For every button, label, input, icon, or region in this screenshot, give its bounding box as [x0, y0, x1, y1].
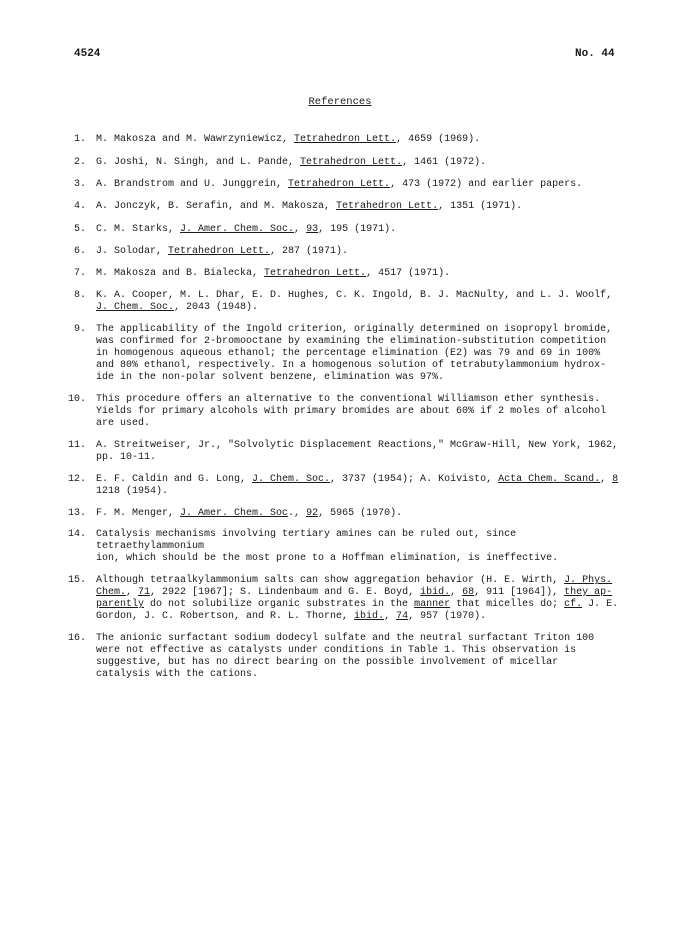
- reference-fragment: G. Joshi, N. Singh, and L. Pande,: [96, 157, 301, 168]
- reference-text: [96, 324, 622, 384]
- reference-number: 4.: [73, 201, 86, 212]
- reference-fragment: E. F. Caldin and G. Long,: [96, 474, 253, 485]
- reference-fragment: , 3737 (1954); A. Koivisto,: [330, 474, 499, 485]
- reference-text: [96, 633, 622, 681]
- reference-fragment: The anionic surfactant sodium dodecyl sulfate and the neutral surfactant Triton 100 were not effective as catalysts under conditions in Table 1. This observation is suggestive, but has no direct bearing on the possible involvement of micellar catalysis with the cations.: [96, 633, 595, 680]
- reference-citation: Tetrahedron Lett.: [300, 157, 403, 168]
- reference-item: [62, 224, 622, 236]
- reference-number: 16.: [67, 633, 86, 644]
- reference-citation: ibid.: [354, 611, 385, 622]
- reference-citation: Tetrahedron Lett.: [264, 268, 367, 279]
- reference-item: [62, 440, 622, 464]
- reference-text: [96, 179, 622, 191]
- reference-number: 2.: [73, 157, 86, 168]
- reference-fragment: C. M. Starks,: [96, 224, 181, 235]
- references-title: References: [308, 96, 372, 108]
- reference-fragment: ,: [126, 587, 139, 598]
- reference-citation: Tetrahedron Lett.: [336, 201, 439, 212]
- reference-fragment: , 957 (1970).: [408, 611, 487, 622]
- reference-number: 6.: [73, 246, 86, 257]
- reference-fragment: A. Jonczyk, B. Serafin, and M. Makosza,: [96, 201, 337, 212]
- reference-item: [62, 324, 622, 384]
- reference-fragment: , 473 (1972) and earlier papers.: [390, 179, 583, 190]
- reference-item: [62, 201, 622, 213]
- reference-text: [96, 290, 622, 314]
- reference-citation: Tetrahedron Lett.: [288, 179, 391, 190]
- reference-number: 7.: [73, 268, 86, 279]
- reference-number: 14.: [67, 529, 86, 540]
- reference-fragment: .,: [288, 508, 307, 519]
- reference-citation: J. Chem. Soc.: [252, 474, 331, 485]
- reference-citation: Tetrahedron Lett.: [168, 246, 271, 257]
- reference-text: [96, 508, 622, 520]
- reference-number: 12.: [67, 474, 86, 485]
- reference-citation: ibid.: [420, 587, 451, 598]
- reference-item: [62, 508, 622, 520]
- reference-number: 9.: [73, 324, 86, 335]
- reference-text: [96, 134, 622, 146]
- reference-fragment: J. E. Gordon, J. C. Robertson, and R. L. Thorne,: [96, 599, 619, 622]
- reference-item: [62, 474, 622, 498]
- reference-citation: they ap- parently: [96, 587, 613, 610]
- reference-fragment: M. Makosza and M. Wawrzyniewicz,: [96, 134, 295, 145]
- references-list: [62, 134, 622, 681]
- reference-fragment: Catalysis mechanisms involving tertiary amines can be ruled out, since tetraethylammonium ion, which should be the most prone to a Hoffman elimination, is ineffective.: [96, 529, 559, 564]
- reference-fragment: , 195 (1971).: [318, 224, 397, 235]
- reference-text: [96, 224, 622, 236]
- reference-fragment: F. M. Menger,: [96, 508, 181, 519]
- reference-fragment: 1218 (1954).: [96, 486, 169, 497]
- reference-fragment: A. Brandstrom and U. Junggrein,: [96, 179, 289, 190]
- reference-fragment: , 4659 (1969).: [396, 134, 481, 145]
- reference-item: [62, 134, 622, 146]
- reference-citation: Tetrahedron Lett.: [294, 134, 397, 145]
- reference-fragment: , 911 [1964]),: [474, 587, 565, 598]
- reference-text: [96, 201, 622, 213]
- reference-fragment: ,: [600, 474, 613, 485]
- reference-citation: J. Chem. Soc.: [96, 302, 175, 313]
- reference-fragment: The applicability of the Ingold criterion, originally determined on isopropyl bromide, was confirmed for 2-bromooctane by examining the elimination-substitution competition in homogenous aqueous ethanol; the percentage elimination (E2) was 79 and 69 in 100% and 80% ethanol, respectively. In a homogenous solution of tetrabutylammonium hydrox- ide in the non-polar solvent benzene, elimination was 97%.: [96, 324, 613, 383]
- reference-number: 13.: [67, 508, 86, 519]
- reference-text: [96, 440, 622, 464]
- reference-text: [96, 268, 622, 280]
- reference-citation: manner: [414, 599, 451, 610]
- reference-fragment: ,: [450, 587, 463, 598]
- reference-number: 11.: [67, 440, 86, 451]
- reference-fragment: , 1461 (1972).: [402, 157, 487, 168]
- reference-citation: 92: [306, 508, 319, 519]
- reference-fragment: , 2043 (1948).: [174, 302, 259, 313]
- reference-item: [62, 157, 622, 169]
- reference-fragment: , 287 (1971).: [270, 246, 349, 257]
- reference-fragment: , 5965 (1970).: [318, 508, 403, 519]
- reference-item: [62, 246, 622, 258]
- issue-number: No. 44: [575, 48, 615, 60]
- reference-citation: cf.: [564, 599, 583, 610]
- reference-fragment: , 4517 (1971).: [366, 268, 451, 279]
- reference-item: [62, 529, 622, 565]
- reference-citation: 8: [612, 474, 619, 485]
- reference-citation: 68: [462, 587, 475, 598]
- reference-text: [96, 157, 622, 169]
- reference-fragment: J. Solodar,: [96, 246, 169, 257]
- reference-fragment: Although tetraalkylammonium salts can show aggregation behavior (H. E. Wirth,: [96, 575, 565, 586]
- reference-item: [62, 268, 622, 280]
- reference-text: [96, 529, 622, 565]
- reference-fragment: do not solubilize organic substrates in the: [144, 599, 415, 610]
- reference-citation: J. Amer. Chem. Soc.: [180, 224, 295, 235]
- reference-number: 5.: [73, 224, 86, 235]
- reference-fragment: K. A. Cooper, M. L. Dhar, E. D. Hughes, C. K. Ingold, B. J. MacNulty, and L. J. Woolf,: [96, 290, 613, 301]
- reference-citation: 93: [306, 224, 319, 235]
- page-number: 4524: [74, 48, 101, 60]
- reference-item: [62, 290, 622, 314]
- reference-fragment: M. Makosza and B. Bialecka,: [96, 268, 265, 279]
- reference-fragment: ,: [294, 224, 307, 235]
- reference-citation: Acta Chem. Scand.: [498, 474, 601, 485]
- reference-citation: 74: [396, 611, 409, 622]
- reference-fragment: , 2922 [1967]; S. Lindenbaum and G. E. Boyd,: [150, 587, 421, 598]
- reference-text: [96, 575, 622, 623]
- reference-fragment: A. Streitweiser, Jr., "Solvolytic Displacement Reactions," McGraw-Hill, New York, 1962, pp. 10-11.: [96, 440, 619, 463]
- reference-text: [96, 394, 622, 430]
- reference-text: [96, 474, 622, 498]
- reference-number: 3.: [73, 179, 86, 190]
- reference-item: [62, 575, 622, 623]
- reference-citation: J. Phys. Chem.: [96, 575, 613, 598]
- reference-number: 1.: [73, 134, 86, 145]
- reference-fragment: This procedure offers an alternative to the conventional Williamson ether synthesis. Yields for primary alcohols with primary bromides are about 60% if 2 moles of alcohol are used.: [96, 394, 607, 429]
- reference-number: 8.: [73, 290, 86, 301]
- reference-citation: 71: [138, 587, 151, 598]
- reference-item: [62, 633, 622, 681]
- reference-item: [62, 394, 622, 430]
- reference-citation: J. Amer. Chem. Soc: [180, 508, 289, 519]
- reference-number: 15.: [67, 575, 86, 586]
- reference-fragment: , 1351 (1971).: [438, 201, 523, 212]
- reference-text: [96, 246, 622, 258]
- reference-item: [62, 179, 622, 191]
- reference-fragment: ,: [384, 611, 397, 622]
- reference-fragment: that micelles do;: [450, 599, 565, 610]
- reference-number: 10.: [67, 394, 86, 405]
